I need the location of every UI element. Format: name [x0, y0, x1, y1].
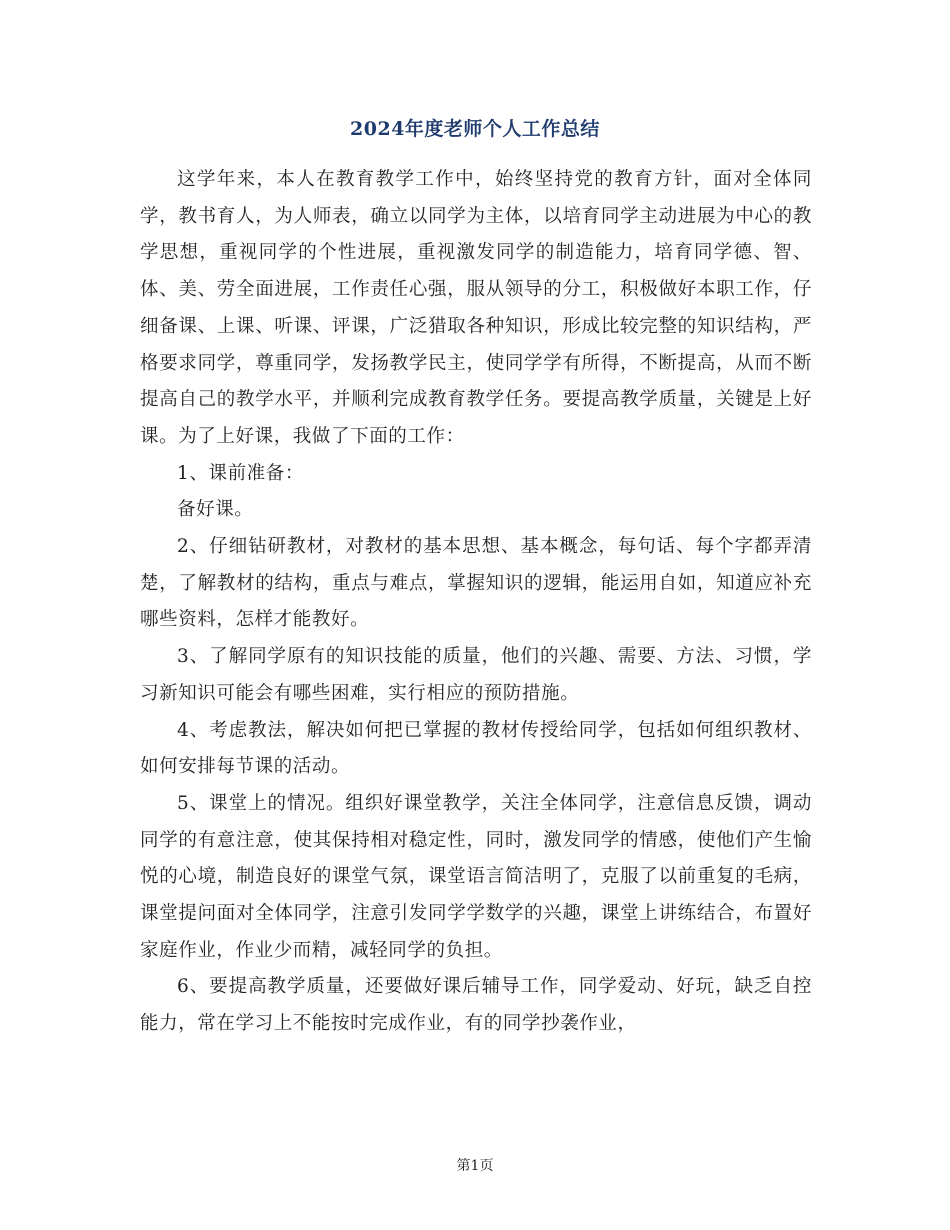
page-number: 第1页 — [456, 1158, 494, 1174]
paragraph: 2、仔细钻研教材，对教材的基本思想、基本概念，每句话、每个字都弄清楚，了解教材的结构，重点与难点，掌握知识的逻辑，能运用自如，知道应补充哪些资料，怎样才能教好。 — [140, 536, 812, 631]
paragraph: 这学年来，本人在教育教学工作中，始终坚持党的教育方针，面对全体同学，教书育人，为人师表，确立以同学为主体，以培育同学主动进展为中心的教学思想，重视同学的个性进展，重视激发同学的制造能力，培育同学德、智、体、美、劳全面进展，工作责任心强，服从领导的分工，积极做好本职工作，仔细备课、上课、听课、评课，广泛猎取各种知识，形成比较完整的知识结构，严格要求同学，尊重同学，发扬教学民主，使同学学有所得，不断提高，从而不断提高自己的教学水平，并顺利完成教育教学任务。要提高教学质量，关键是上好课。为了上好课，我做了下面的工作： — [140, 169, 812, 447]
paragraph: 备好课。 — [177, 499, 254, 521]
document-body — [140, 162, 812, 1043]
document-title: 2024年度老师个人工作总结 — [350, 118, 600, 140]
paragraph: 6、要提高教学质量，还要做好课后辅导工作，同学爱动、好玩，缺乏自控能力，常在学习上不能按时完成作业，有的同学抄袭作业， — [140, 976, 812, 1035]
paragraph: 3、了解同学原有的知识技能的质量，他们的兴趣、需要、方法、习惯，学习新知识可能会有哪些困难，实行相应的预防措施。 — [140, 646, 812, 704]
paragraph: 4、考虑教法，解决如何把已掌握的教材传授给同学，包括如何组织教材、如何安排每节课的活动。 — [140, 719, 812, 778]
paragraph: 5、课堂上的情况。组织好课堂教学，关注全体同学，注意信息反馈，调动同学的有意注意，使其保持相对稳定性，同时，激发同学的情感，使他们产生愉悦的心境，制造良好的课堂气氛，课堂语言简洁明了，克服了以前重复的毛病，课堂提问面对全体同学，注意引发同学学数学的兴趣，课堂上讲练结合，布置好家庭作业，作业少而精，减轻同学的负担。 — [140, 792, 812, 961]
paragraph: 1、课前准备： — [177, 462, 304, 484]
